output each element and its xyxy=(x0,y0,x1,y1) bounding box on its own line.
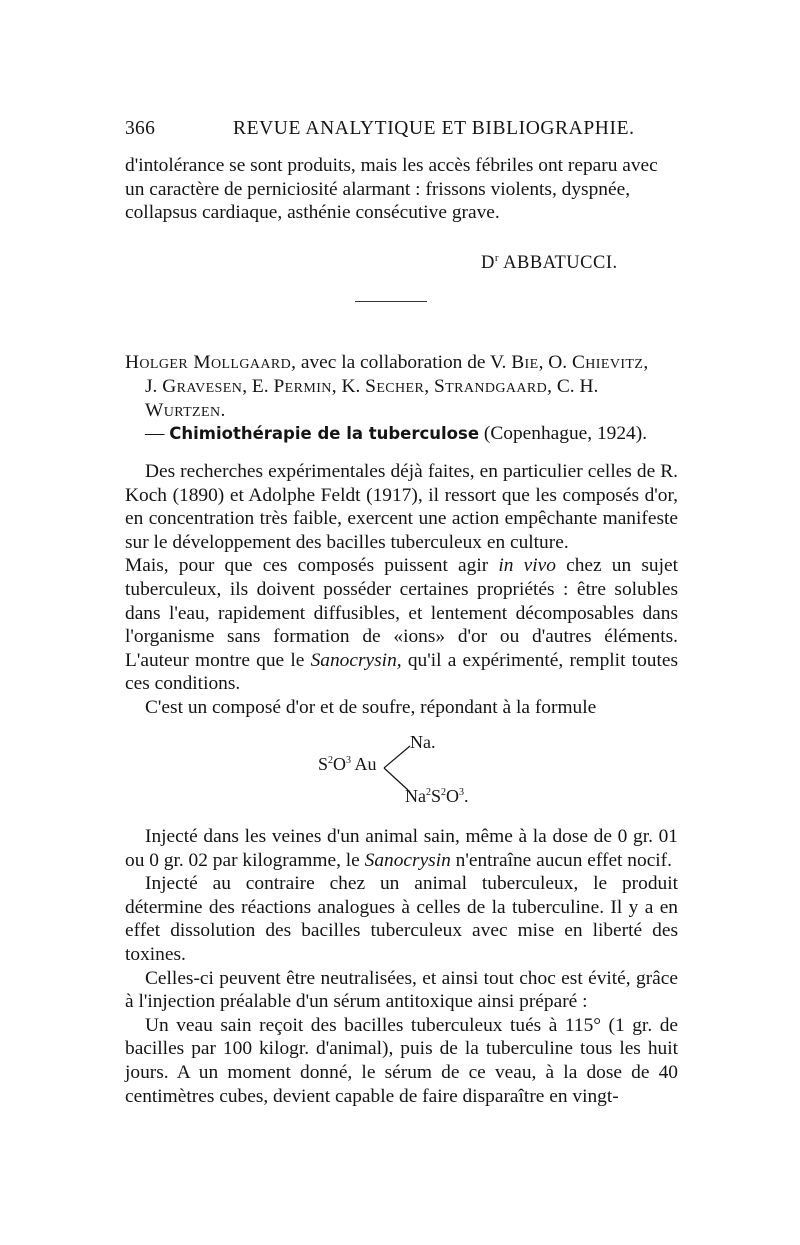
reference-text: , avec la collaboration de V. xyxy=(291,352,512,373)
reference-text: , C. H. xyxy=(547,375,599,397)
review-body-b xyxy=(125,825,678,1108)
formula-sup: 2 xyxy=(426,787,431,798)
intro-line: d'intolérance se sont produits, mais les accès fébriles ont reparu avec xyxy=(125,155,658,176)
author-name: Holger Mollgaard xyxy=(125,352,292,373)
formula-part: S xyxy=(318,754,329,774)
formula-sup: 2 xyxy=(441,787,447,798)
reference-text: J. xyxy=(145,375,163,397)
paragraph: Injecté au contraire chez un animal tuberculeux, le produit détermine des réactions analogues à celles de la tuberculine. Il y a en effet dissolution des bacilles tuberculeux avec mise en liberté des toxines. xyxy=(125,873,678,965)
intro-line: collapsus cardiaque, asthénie consécutive grave. xyxy=(125,202,500,224)
author-name: Permin xyxy=(273,375,332,397)
reference-text: , O. xyxy=(538,352,572,373)
signature xyxy=(481,252,618,274)
paragraph-italic: Sanocrysin xyxy=(364,849,451,871)
formula-sup: 3 xyxy=(459,787,465,798)
reference-line-1 xyxy=(125,351,680,375)
reference-line-2 xyxy=(125,375,680,423)
chemical-formula xyxy=(318,732,518,804)
reference-line-3 xyxy=(125,422,680,446)
formula-part: Na xyxy=(405,786,426,806)
paragraph-text: n'entraîne aucun effet nocif. xyxy=(450,849,672,871)
signature-title: D xyxy=(481,253,495,274)
section-divider xyxy=(355,301,427,302)
intro-paragraph xyxy=(125,154,678,225)
paragraph: Celles-ci peuvent être neutralisées, et ainsi tout choc est évité, grâce à l'injection préalable d'un sérum antitoxique ainsi préparé : xyxy=(125,967,678,1013)
formula-part: S xyxy=(431,786,442,806)
signature-title-sup: r xyxy=(494,252,500,264)
formula-part: O xyxy=(446,786,460,806)
reference-text: , E. xyxy=(242,375,274,397)
author-name: Bie xyxy=(511,352,539,373)
running-title: REVUE ANALYTIQUE ET BIBLIOGRAPHIE. xyxy=(233,118,635,139)
formula-sup: 2 xyxy=(328,755,334,766)
formula-left xyxy=(318,754,377,775)
paragraph-text: Mais, pour que ces composés puissent agir xyxy=(125,555,499,577)
paragraph: Des recherches expérimentales déjà faites, en particulier celles de R. Koch (1890) et Adolphe Feldt (1917), il ressort que les composés d'or, en concentration très faible, exercent une action empêchante manifeste sur le développement des bacilles tuberculeux en culture. xyxy=(125,461,678,553)
paragraph: Un veau sain reçoit des bacilles tuberculeux tués à 115° (1 gr. de bacilles par 100 kilogr. d'animal), puis de la tuberculine tous les huit jours. A un moment donné, le sérum de ce veau, à la dose de 40 centimètres cubes, devient capable de faire disparaître en vingt- xyxy=(125,1014,678,1107)
reference-dash: — xyxy=(145,423,170,445)
paragraph xyxy=(125,825,678,872)
author-name: Gravesen xyxy=(162,375,243,397)
reference-text: , xyxy=(424,375,434,397)
reference-text: . xyxy=(220,399,226,421)
intro-line: un caractère de perniciosité alarmant : frissons violents, dyspnée, xyxy=(125,178,631,200)
formula-part: Au xyxy=(351,754,377,774)
reference-text: , xyxy=(643,352,649,373)
paragraph-italic: in vivo xyxy=(498,555,556,577)
bibliographic-reference xyxy=(125,351,680,446)
formula-part: O xyxy=(333,754,347,774)
paragraph-text: Injecté dans les veines d'un animal sain, même à la dose de 0 gr. 01 ou 0 gr. 02 par kilogramme, le xyxy=(125,826,678,871)
signature-name: ABBATUCCI. xyxy=(503,253,618,274)
page-number: 366 xyxy=(125,118,156,139)
formula-top: Na. xyxy=(410,732,436,752)
paragraph-italic: Sanocrysin, xyxy=(310,649,402,671)
author-name: Wurtzen xyxy=(145,399,221,421)
work-title: Chimiothérapie de la tuberculose xyxy=(169,424,480,444)
publication-info: (Copenhague, 1924). xyxy=(479,423,648,445)
paragraph xyxy=(125,554,678,696)
paragraph-text: qu'il a expérimenté, remplit toutes ces conditions. xyxy=(125,649,678,695)
formula-part: . xyxy=(464,786,469,806)
formula-sup: 3 xyxy=(346,755,352,766)
running-header xyxy=(125,118,680,144)
author-name: Strandgaard xyxy=(433,375,548,397)
review-body-a xyxy=(125,460,678,720)
formula-bottom xyxy=(405,786,469,807)
author-name: Chievitz xyxy=(571,352,644,373)
paragraph-text: chez un sujet tuberculeux, ils doivent posséder certaines propriétés : être solubles dans l'eau, rapidement diffusibles, et lentement décomposables dans l'organisme sans formation de «ions» d'or ou d'autres éléments. L'auteur montre que le xyxy=(125,555,678,671)
reference-text: , K. xyxy=(331,375,366,397)
author-name: Secher xyxy=(365,375,425,397)
paragraph: C'est un composé d'or et de soufre, répondant à la formule xyxy=(145,696,597,718)
